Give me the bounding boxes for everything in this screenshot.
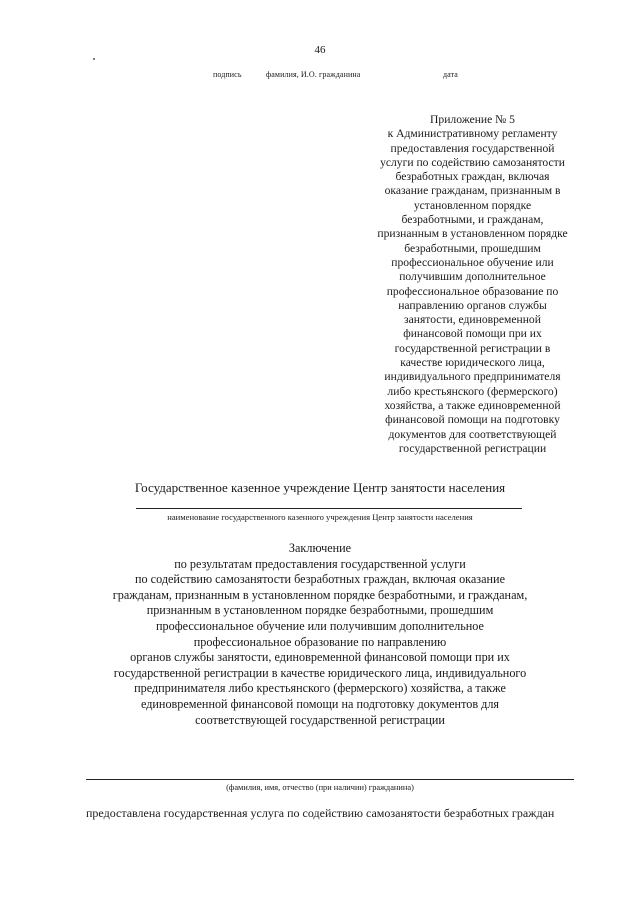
- appendix-line: оказание гражданам, признанным в: [384, 184, 561, 198]
- conclusion-line: признанным в установленном порядке безработными, прошедшим: [146, 603, 494, 618]
- conclusion-line: единовременной финансовой помощи на подготовку документов для: [140, 696, 500, 711]
- organization-name: Государственное казенное учреждение Центр занятости населения: [134, 480, 506, 495]
- citizen-name-underline: [86, 779, 574, 780]
- appendix-line: безработными, прошедшим: [404, 241, 541, 255]
- appendix-line: признанным в установленном порядке: [377, 227, 568, 241]
- appendix-line: финансовой помощи при их: [403, 327, 542, 341]
- date-label: дата: [443, 70, 458, 79]
- appendix-line: индивидуального предпринимателя: [384, 370, 561, 384]
- conclusion-block: [0, 541, 640, 728]
- citizen-name-caption: (фамилия, имя, отчество (при наличии) гражданина): [226, 783, 414, 792]
- appendix-line: услуги по содействию самозанятости: [380, 155, 565, 169]
- appendix-line: безработными, и гражданам,: [401, 213, 544, 227]
- conclusion-line: гражданам, признанным в установленном порядке безработными, и гражданам,: [112, 587, 528, 602]
- appendix-line: документов для соответствующей: [388, 427, 557, 441]
- appendix-line: к Административному регламенту: [387, 127, 558, 141]
- appendix-line: получившим дополнительное: [399, 270, 546, 284]
- appendix-line: государственной регистрации: [398, 441, 547, 455]
- conclusion-line: профессиональное обучение или получившим дополнительное: [156, 618, 484, 633]
- fullname-label: фамилия, И.О. гражданина: [266, 70, 361, 79]
- conclusion-line: органов службы занятости, единовременной финансовой помощи при их: [130, 650, 510, 665]
- result-text: предоставлена государственная услуга по содействию самозанятости безработных граждан: [86, 806, 555, 820]
- signature-label: подпись: [213, 70, 242, 79]
- conclusion-line: соответствующей государственной регистрации: [195, 712, 445, 727]
- conclusion-line: по результатам предоставления государственной услуги: [174, 556, 466, 571]
- appendix-line: предоставления государственной: [390, 141, 555, 155]
- appendix-line: профессиональное образование по: [386, 284, 559, 298]
- appendix-line: безработных граждан, включая: [395, 170, 550, 184]
- page-number: 46: [314, 44, 326, 56]
- organization-caption: наименование государственного казенного учреждения Центр занятости населения: [167, 512, 473, 522]
- appendix-line: Приложение № 5: [430, 113, 515, 126]
- conclusion-title: Заключение: [288, 541, 352, 555]
- conclusion-line: государственной регистрации в качестве юридического лица, индивидуального: [113, 665, 527, 680]
- appendix-line: хозяйства, а также единовременной: [384, 398, 561, 412]
- appendix-line: направлению органов службы: [398, 298, 547, 312]
- appendix-line: установленном порядке: [413, 198, 532, 212]
- appendix-line: занятости, единовременной: [404, 313, 541, 327]
- organization-underline: [136, 508, 522, 509]
- appendix-line: государственной регистрации в: [394, 341, 551, 355]
- scan-speck: [93, 58, 95, 60]
- appendix-line: либо крестьянского (фермерского): [387, 384, 558, 398]
- conclusion-line: по содействию самозанятости безработных граждан, включая оказание: [135, 572, 505, 587]
- appendix-line: финансовой помощи на подготовку: [385, 413, 560, 427]
- appendix-line: качестве юридического лица,: [400, 356, 545, 370]
- conclusion-line: предпринимателя либо крестьянского (фермерского) хозяйства, а также: [134, 681, 506, 696]
- conclusion-line: профессиональное образование по направлению: [193, 634, 447, 649]
- appendix-block: [365, 113, 580, 456]
- appendix-line: профессиональное обучение или: [391, 255, 554, 269]
